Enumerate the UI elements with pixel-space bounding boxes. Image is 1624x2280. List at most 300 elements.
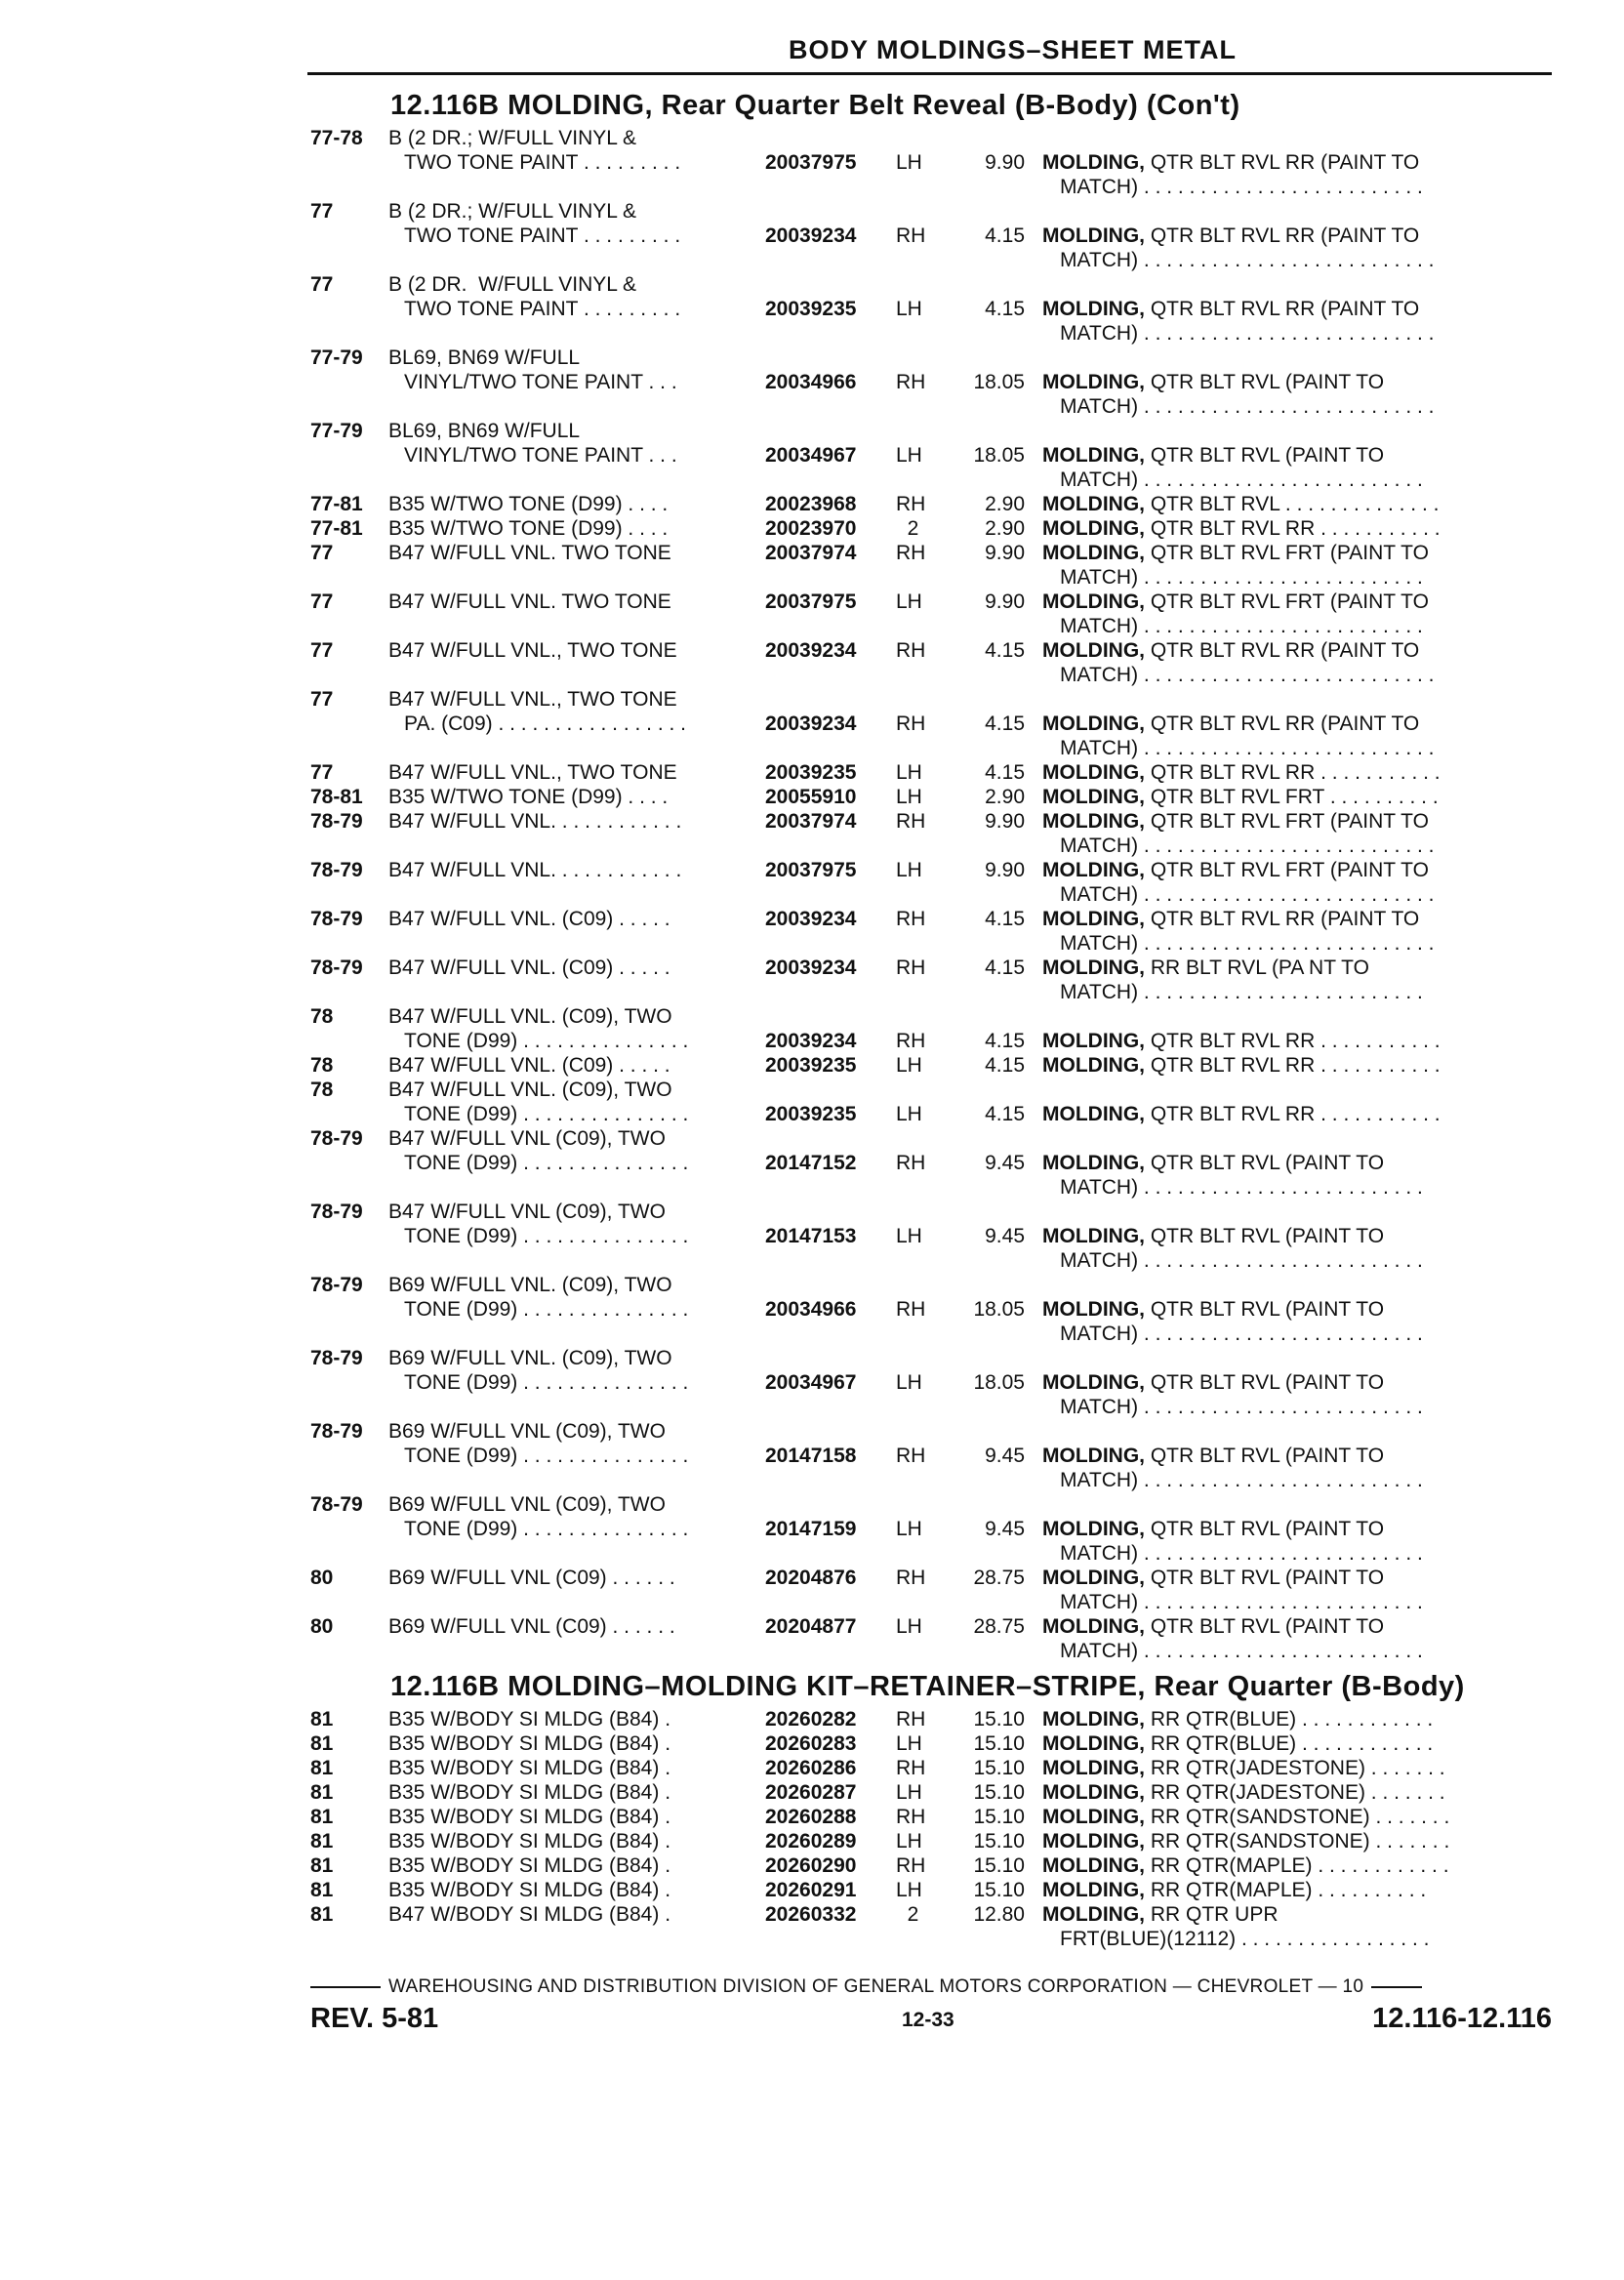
model-year [310,1639,388,1663]
part-detail: QTR BLT RVL (PAINT TO [1145,1518,1385,1540]
model-description [388,468,765,492]
part-detail: QTR BLT RVL (PAINT TO [1145,371,1385,393]
part-detail: QTR BLT RVL . . . . . . . . . . . . . . [1145,493,1440,515]
table-row [310,150,1552,175]
part-number: 20204876 [765,1567,857,1589]
quantity [896,248,954,272]
part-number: 20034967 [765,444,857,467]
quantity [896,1419,954,1444]
quantity: LH [896,1371,922,1394]
part-detail: RR QTR(SANDSTONE) . . . . . . . [1145,1806,1450,1828]
quantity: LH [896,1879,922,1901]
quantity: LH [896,1103,922,1125]
part-detail: MATCH) . . . . . . . . . . . . . . . . . . . . . . . . . [1060,1640,1423,1662]
quantity: LH [896,1781,922,1804]
part-name: MOLDING, [1042,1225,1145,1247]
part-description [1042,541,1522,565]
price: 4.15 [985,1054,1025,1077]
parts-table [310,1707,1552,1951]
model-year: 77 [310,542,334,564]
part-number: 20147152 [765,1152,857,1174]
price [954,663,1042,687]
quantity [896,1273,954,1297]
part-detail: RR QTR UPR [1145,1903,1279,1926]
part-number: 20037975 [765,590,857,613]
model-year [310,248,388,272]
model-year: 81 [310,1732,334,1755]
table-row [310,809,1552,834]
price [954,1322,1042,1346]
part-name: MOLDING, [1042,224,1145,247]
price: 15.10 [973,1879,1025,1901]
part-name: MOLDING, [1042,1781,1145,1804]
part-number [765,1492,896,1517]
quantity: 2 [896,1903,919,1926]
part-name: MOLDING, [1042,1567,1145,1589]
quantity [896,175,954,199]
page-footer [310,2003,1552,2038]
model-description: B69 W/FULL VNL. (C09), TWO [388,1274,672,1296]
table-row [310,956,1552,980]
model-description [388,565,765,590]
part-detail: QTR BLT RVL (PAINT TO [1145,1371,1385,1394]
part-name: MOLDING, [1042,639,1145,662]
part-description [1042,199,1522,224]
model-year [310,1175,388,1200]
price [954,565,1042,590]
model-description [388,931,765,956]
price [954,1590,1042,1614]
model-year: 77-79 [310,420,363,442]
model-year: 77-81 [310,493,363,515]
table-row [310,638,1552,663]
part-description [1042,1902,1522,1927]
part-detail: MATCH) . . . . . . . . . . . . . . . . . . . . . . . . . [1060,468,1423,491]
footer-rule-left [310,1986,381,1988]
part-description [1042,760,1522,785]
table-row [310,1756,1552,1780]
price [954,248,1042,272]
part-detail: MATCH) . . . . . . . . . . . . . . . . . . . . . . . . . [1060,1542,1423,1565]
table-row [310,1590,1552,1614]
price: 4.15 [985,1103,1025,1125]
part-name: MOLDING, [1042,151,1145,174]
part-description [1042,1853,1522,1878]
table-row [310,394,1552,419]
part-description [1042,394,1522,419]
part-name: MOLDING, [1042,1054,1145,1077]
part-number: 20039234 [765,1030,857,1052]
table-row [310,565,1552,590]
footer-division-text: WAREHOUSING AND DISTRIBUTION DIVISION OF GENERAL MOTORS CORPORATION — CHEVROLET — 10 [388,1976,1364,1997]
table-row [310,224,1552,248]
model-description: B35 W/BODY SI MLDG (B84) . [388,1879,671,1901]
table-row [310,199,1552,224]
part-description [1042,1370,1522,1395]
price [954,1639,1042,1663]
model-year [310,1927,388,1951]
table-row [310,419,1552,443]
price [954,931,1042,956]
price [954,199,1042,224]
model-description [388,834,765,858]
part-detail: RR QTR(BLUE) . . . . . . . . . . . . [1145,1732,1434,1755]
part-description [1042,175,1522,199]
part-name: MOLDING, [1042,1103,1145,1125]
model-description: VINYL/TWO TONE PAINT . . . [404,371,677,393]
model-description [388,980,765,1004]
model-description: B69 W/FULL VNL (C09) . . . . . . [388,1567,675,1589]
part-number: 20147159 [765,1518,857,1540]
price [954,1200,1042,1224]
model-description: TONE (D99) . . . . . . . . . . . . . . . [404,1298,689,1321]
part-description [1042,1151,1522,1175]
table-row [310,1102,1552,1126]
model-year: 81 [310,1854,334,1877]
page-header [307,35,1552,65]
table-row [310,590,1552,614]
model-year [310,1029,388,1053]
table-row [310,1200,1552,1224]
part-description [1042,1102,1522,1126]
table-row [310,1805,1552,1829]
part-detail: QTR BLT RVL (PAINT TO [1145,1615,1385,1638]
part-description [1042,980,1522,1004]
part-name: MOLDING, [1042,371,1145,393]
table-row [310,1853,1552,1878]
quantity: LH [896,761,922,784]
quantity: RH [896,542,926,564]
table-row [310,1927,1552,1951]
quantity [896,1004,954,1029]
model-year [310,394,388,419]
model-year [310,834,388,858]
table-row [310,1902,1552,1927]
model-description [388,394,765,419]
part-description [1042,882,1522,907]
table-row [310,516,1552,541]
quantity [896,1541,954,1566]
part-description [1042,1029,1522,1053]
quantity: LH [896,444,922,467]
quantity [896,614,954,638]
part-detail: QTR BLT RVL RR (PAINT TO [1145,151,1420,174]
model-year [310,1151,388,1175]
quantity [896,394,954,419]
model-year: 78-79 [310,859,363,881]
part-name: MOLDING, [1042,298,1145,320]
price [954,1927,1042,1951]
model-year: 81 [310,1781,334,1804]
part-number [765,1395,896,1419]
quantity [896,1468,954,1492]
part-detail: MATCH) . . . . . . . . . . . . . . . . . . . . . . . . . [1060,1323,1423,1345]
part-description [1042,224,1522,248]
quantity: LH [896,298,922,320]
model-description: BL69, BN69 W/FULL [388,420,581,442]
part-number [765,419,896,443]
part-description [1042,785,1522,809]
part-detail: MATCH) . . . . . . . . . . . . . . . . . . . . . . . . . [1060,1469,1423,1491]
model-year: 77 [310,639,334,662]
part-number [765,199,896,224]
part-description [1042,565,1522,590]
part-description [1042,1395,1522,1419]
quantity: RH [896,493,926,515]
model-description: B (2 DR.; W/FULL VINYL & [388,127,636,149]
price: 9.90 [985,859,1025,881]
part-description [1042,1224,1522,1248]
model-description: TONE (D99) . . . . . . . . . . . . . . . [404,1371,689,1394]
model-year: 78-79 [310,1493,363,1516]
part-description [1042,1731,1522,1756]
part-name: MOLDING, [1042,493,1145,515]
quantity: RH [896,1152,926,1174]
part-name: MOLDING, [1042,1445,1145,1467]
quantity [896,882,954,907]
part-name: MOLDING, [1042,957,1145,979]
part-number [765,1639,896,1663]
part-number: 20260290 [765,1854,857,1877]
part-description [1042,1322,1522,1346]
revision-label: REV. 5-81 [310,2003,439,2034]
price: 15.10 [973,1830,1025,1852]
part-number: 20039235 [765,761,857,784]
price: 4.15 [985,639,1025,662]
model-description [388,1248,765,1273]
part-description [1042,663,1522,687]
quantity: LH [896,786,922,808]
model-year: 77 [310,761,334,784]
part-description [1042,858,1522,882]
table-row [310,248,1552,272]
part-name: MOLDING, [1042,1518,1145,1540]
part-description [1042,492,1522,516]
part-number [765,126,896,150]
price [954,687,1042,712]
model-year [310,443,388,468]
part-description [1042,1126,1522,1151]
part-number: 20039234 [765,224,857,247]
model-year: 78-79 [310,957,363,979]
part-description [1042,516,1522,541]
table-row [310,1444,1552,1468]
model-description [388,1541,765,1566]
price [954,468,1042,492]
model-description: B35 W/BODY SI MLDG (B84) . [388,1854,671,1877]
part-number: 20039234 [765,712,857,735]
part-number [765,1927,896,1951]
part-number: 20034966 [765,371,857,393]
model-description [388,1468,765,1492]
price: 9.90 [985,542,1025,564]
part-number [765,1004,896,1029]
table-row [310,736,1552,760]
model-year: 78-79 [310,810,363,833]
part-detail: RR QTR(MAPLE) . . . . . . . . . . [1145,1879,1427,1901]
part-description [1042,1780,1522,1805]
part-name: MOLDING, [1042,590,1145,613]
model-year [310,297,388,321]
model-description: B47 W/FULL VNL. (C09), TWO [388,1079,672,1101]
table-row [310,1053,1552,1078]
price: 15.10 [973,1757,1025,1779]
model-year [310,1248,388,1273]
part-detail: QTR BLT RVL RR (PAINT TO [1145,224,1420,247]
price [954,346,1042,370]
part-detail: MATCH) . . . . . . . . . . . . . . . . . . . . . . . . . . [1060,322,1435,345]
price: 18.05 [973,1371,1025,1394]
price: 9.90 [985,151,1025,174]
price: 2.90 [985,786,1025,808]
part-detail: MATCH) . . . . . . . . . . . . . . . . . . . . . . . . . . [1060,835,1435,857]
price: 2.90 [985,493,1025,515]
price [954,1273,1042,1297]
quantity: RH [896,1030,926,1052]
part-description [1042,1053,1522,1078]
part-number: 20023970 [765,517,857,540]
part-number [765,1419,896,1444]
price: 9.45 [985,1445,1025,1467]
quantity: LH [896,1518,922,1540]
price: 9.45 [985,1225,1025,1247]
table-row [310,443,1552,468]
quantity: RH [896,1757,926,1779]
table-row [310,760,1552,785]
model-description: B47 W/FULL VNL., TWO TONE [388,688,677,711]
model-year [310,1395,388,1419]
model-year [310,1102,388,1126]
price: 9.45 [985,1518,1025,1540]
part-detail: QTR BLT RVL FRT . . . . . . . . . . [1145,786,1439,808]
part-number [765,882,896,907]
quantity: LH [896,859,922,881]
price [954,980,1042,1004]
model-description: B35 W/BODY SI MLDG (B84) . [388,1830,671,1852]
price: 15.10 [973,1708,1025,1730]
part-name: MOLDING, [1042,1298,1145,1321]
model-description: TONE (D99) . . . . . . . . . . . . . . . [404,1030,689,1052]
part-number: 20034967 [765,1371,857,1394]
price [954,614,1042,638]
model-description: TONE (D99) . . . . . . . . . . . . . . . [404,1518,689,1540]
part-number [765,663,896,687]
part-name: MOLDING, [1042,712,1145,735]
price [954,882,1042,907]
price [954,321,1042,346]
model-description: B47 W/FULL VNL. . . . . . . . . . . . [388,859,682,881]
part-number [765,1248,896,1273]
part-description [1042,809,1522,834]
price [954,1395,1042,1419]
part-number: 20260291 [765,1879,857,1901]
model-year [310,224,388,248]
part-number [765,394,896,419]
table-row [310,346,1552,370]
quantity: RH [896,1854,926,1877]
header-divider [307,72,1552,75]
table-row [310,1322,1552,1346]
model-description: B35 W/BODY SI MLDG (B84) . [388,1732,671,1755]
table-row [310,175,1552,199]
table-row [310,492,1552,516]
part-detail: QTR BLT RVL FRT (PAINT TO [1145,542,1429,564]
part-number [765,1468,896,1492]
price: 18.05 [973,1298,1025,1321]
quantity [896,687,954,712]
part-number: 20260287 [765,1781,857,1804]
part-number: 20147153 [765,1225,857,1247]
table-row [310,1297,1552,1322]
part-description [1042,1078,1522,1102]
part-name: MOLDING, [1042,444,1145,467]
table-row [310,1370,1552,1395]
part-number: 20023968 [765,493,857,515]
model-description: TONE (D99) . . . . . . . . . . . . . . . [404,1103,689,1125]
model-year: 77-79 [310,346,363,369]
part-number [765,687,896,712]
part-detail: RR QTR(JADESTONE) . . . . . . . [1145,1757,1445,1779]
part-detail: QTR BLT RVL RR (PAINT TO [1145,298,1420,320]
price [954,272,1042,297]
part-description [1042,150,1522,175]
model-year [310,1541,388,1566]
model-year: 81 [310,1903,334,1926]
model-description: PA. (C09) . . . . . . . . . . . . . . . . . [404,712,687,735]
part-name: MOLDING, [1042,1879,1145,1901]
part-number [765,1541,896,1566]
part-description [1042,956,1522,980]
part-detail: MATCH) . . . . . . . . . . . . . . . . . . . . . . . . . . [1060,737,1435,759]
part-detail: MATCH) . . . . . . . . . . . . . . . . . . . . . . . . . [1060,176,1423,198]
quantity: RH [896,1708,926,1730]
price [954,1419,1042,1444]
price [954,834,1042,858]
price [954,1492,1042,1517]
model-description: BL69, BN69 W/FULL [388,346,581,369]
part-detail: QTR BLT RVL (PAINT TO [1145,444,1385,467]
part-number: 20260288 [765,1806,857,1828]
part-description [1042,614,1522,638]
footer-division-line [310,1976,1552,1998]
part-number [765,565,896,590]
model-description [388,1639,765,1663]
part-description [1042,346,1522,370]
part-description [1042,1297,1522,1322]
table-row [310,272,1552,297]
model-year: 77 [310,590,334,613]
part-detail: RR BLT RVL (PA NT TO [1145,957,1369,979]
price [954,126,1042,150]
model-year: 78-79 [310,1127,363,1150]
model-description: VINYL/TWO TONE PAINT . . . [404,444,677,467]
table-row [310,1248,1552,1273]
table-row [310,126,1552,150]
part-name: MOLDING, [1042,1903,1145,1926]
part-description [1042,1590,1522,1614]
model-description: B47 W/BODY SI MLDG (B84) . [388,1903,671,1926]
price: 4.15 [985,712,1025,735]
part-description [1042,1878,1522,1902]
quantity [896,419,954,443]
part-description [1042,1829,1522,1853]
part-number: 20034966 [765,1298,857,1321]
model-year [310,736,388,760]
quantity [896,1248,954,1273]
table-row [310,1541,1552,1566]
model-description [388,614,765,638]
part-description [1042,736,1522,760]
